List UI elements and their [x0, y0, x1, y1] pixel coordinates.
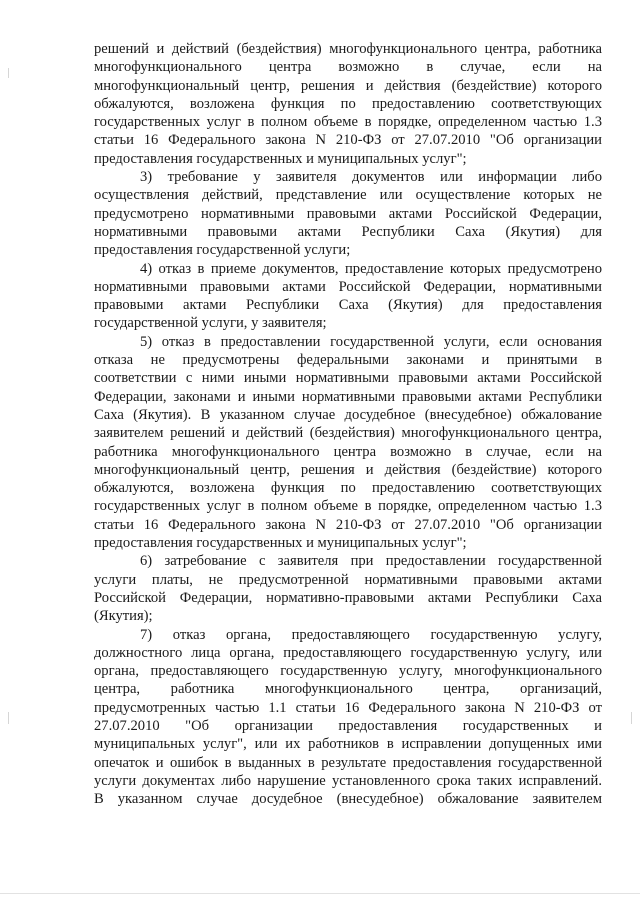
- text-line: многофункциональный центр, решения и действия (бездействие) которого: [94, 77, 602, 94]
- text-line: предоставления государственной услуги;: [94, 242, 351, 259]
- text-line: 7) отказ органа, предоставляющего государственную услугу,: [140, 626, 602, 643]
- scan-margin-mark: [8, 712, 9, 724]
- text-line: Российской Федерации, нормативно-правовыми актами Республики Саха: [94, 589, 602, 606]
- text-line: (Якутия);: [94, 608, 153, 625]
- text-line: 27.07.2010 "Об организации предоставления государственных и: [94, 717, 602, 734]
- text-line: нормативными правовыми актами Российской Федерации, нормативными: [94, 278, 602, 295]
- text-line: опечаток и ошибок в выданных в результате предоставления государственной: [94, 754, 602, 771]
- text-line: В указанном случае досудебное (внесудебное) обжалование заявителем: [94, 791, 602, 808]
- text-line: 6) затребование с заявителя при предоставлении государственной: [140, 553, 602, 570]
- text-line: государственной услуги, у заявителя;: [94, 315, 327, 332]
- text-line: услуги платы, не предусмотренной нормативными правовыми актами: [94, 571, 602, 588]
- text-line: статьи 16 Федерального закона N 210-ФЗ от 27.07.2010 "Об организации: [94, 516, 602, 533]
- text-line: муниципальных услуг", или их работников в исправлении допущенных ими: [94, 736, 602, 753]
- text-line: предоставления государственных и муниципальных услуг";: [94, 535, 467, 552]
- text-line: Федерации, законами и иными нормативными правовыми актами Республики: [94, 388, 602, 405]
- text-line: осуществления действий, представление или осуществление которых не: [94, 187, 602, 204]
- text-line: нормативными правовыми актами Республики Саха (Якутия) для: [94, 223, 602, 240]
- text-line: предусмотренных частью 1.1 статьи 16 Федерального закона N 210-ФЗ от: [94, 699, 602, 716]
- text-line: 5) отказ в предоставлении государственной услуги, если основания: [140, 333, 602, 350]
- text-line: статьи 16 Федерального закона N 210-ФЗ от 27.07.2010 "Об организации: [94, 132, 602, 149]
- text-line: соответствии с ними иными нормативными правовыми актами Российской: [94, 370, 602, 387]
- text-line: предусмотрено нормативными правовыми актами Российской Федерации,: [94, 205, 602, 222]
- scan-margin-mark: [631, 712, 632, 724]
- text-line: 3) требование у заявителя документов или информации либо: [140, 169, 602, 186]
- text-line: решений и действий (бездействия) многофункционального центра, работника: [94, 41, 602, 57]
- text-line: центра, работника многофункционального центра, организаций,: [94, 681, 602, 698]
- text-line: услуги документах либо нарушение установленного срока таких исправлений.: [94, 772, 602, 789]
- scan-margin-mark: [8, 68, 9, 78]
- text-line: органа, предоставляющего государственную услугу, многофункционального: [94, 663, 602, 680]
- text-line: многофункциональный центр, решения и действия (бездействие) которого: [94, 461, 602, 478]
- text-line: правовыми актами Республики Саха (Якутия) для предоставления: [94, 297, 602, 314]
- text-line: многофункционального центра возможно в случае, если на: [94, 59, 602, 76]
- text-line: 4) отказ в приеме документов, предоставление которых предусмотрено: [140, 260, 602, 277]
- text-line: должностного лица органа, предоставляющего государственную услугу, или: [94, 644, 602, 661]
- text-line: Саха (Якутия). В указанном случае досудебное (внесудебное) обжалование: [94, 406, 602, 423]
- text-line: отказа не предусмотрены федеральными законами и принятыми в: [94, 352, 602, 369]
- document-body: [94, 40, 602, 808]
- scan-bottom-edge: [0, 893, 640, 894]
- text-line: государственных услуг в полном объеме в порядке, определенном частью 1.3: [94, 498, 602, 515]
- text-line: государственных услуг в полном объеме в порядке, определенном частью 1.3: [94, 114, 602, 131]
- text-line: предоставления государственных и муниципальных услуг";: [94, 150, 467, 167]
- text-line: обжалуются, возложена функция по предоставлению соответствующих: [94, 480, 602, 497]
- text-line: работника многофункционального центра возможно в случае, если на: [94, 443, 602, 460]
- text-line: обжалуются, возложена функция по предоставлению соответствующих: [94, 95, 602, 112]
- text-line: заявителем решений и действий (бездействия) многофункционального центра,: [94, 425, 602, 442]
